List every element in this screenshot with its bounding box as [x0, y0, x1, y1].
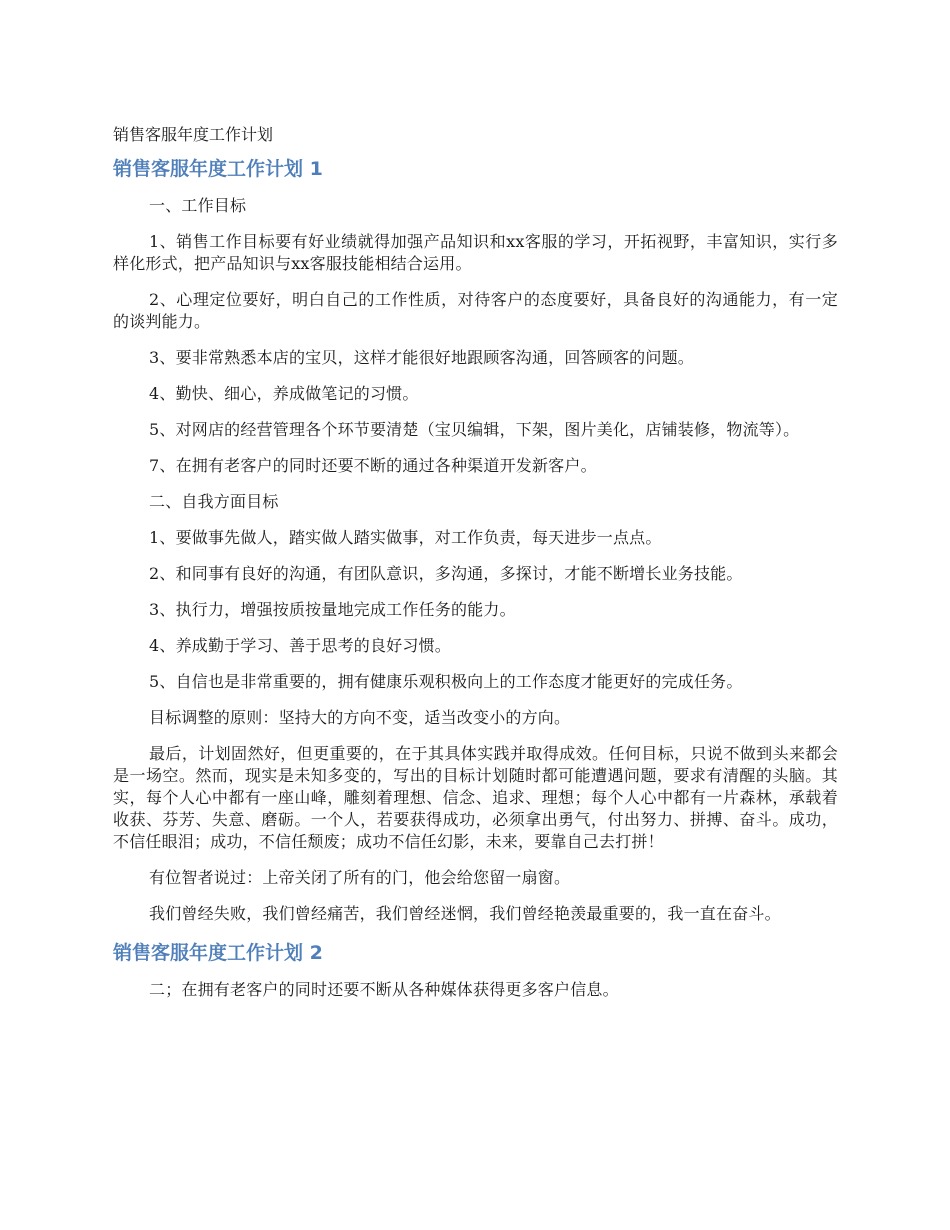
- paragraph: 5、自信也是非常重要的，拥有健康乐观积极向上的工作态度才能更好的完成任务。: [149, 672, 743, 691]
- paragraph: 7、在拥有老客户的同时还要不断的通过各种渠道开发新客户。: [149, 456, 597, 475]
- paragraph: 二；在拥有老客户的同时还要不断从各种媒体获得更多客户信息。: [149, 980, 619, 999]
- document-title: 销售客服年度工作计划: [113, 125, 274, 144]
- paragraph: 3、要非常熟悉本店的宝贝，这样才能很好地跟顾客沟通，回答顾客的问题。: [149, 348, 694, 367]
- paragraph: 2、和同事有良好的沟通，有团队意识，多沟通，多探讨，才能不断增长业务技能。: [149, 564, 743, 583]
- paragraph: 2、心理定位要好，明白自己的工作性质，对待客户的态度要好，具备良好的沟通能力，有一定的谈判能力。: [113, 290, 838, 331]
- paragraph: 一、工作目标: [149, 196, 247, 215]
- paragraph: 我们曾经失败，我们曾经痛苦，我们曾经迷惘，我们曾经艳羡最重要的，我一直在奋斗。: [149, 904, 781, 923]
- document-page: [113, 121, 838, 1015]
- paragraph: 3、执行力，增强按质按量地完成工作任务的能力。: [149, 600, 516, 619]
- paragraph: 4、勤快、细心，养成做笔记的习惯。: [149, 384, 419, 403]
- paragraph: 最后，计划固然好，但更重要的，在于其具体实践并取得成效。任何目标，只说不做到头来都会是一场空。然而，现实是未知多变的，写出的目标计划随时都可能遭遇问题，要求有清醒的头脑。其实，每个人心中都有一座山峰，雕刻着理想、信念、追求、理想；每个人心中都有一片森林，承载着收获、芬芳、失意、磨砺。一个人，若要获得成功，必须拿出勇气，付出努力、拼搏、奋斗。成功，不信任眼泪；成功，不信任颓废；成功不信任幻影，未来，要靠自己去打拼！: [113, 744, 838, 851]
- section-heading: 销售客服年度工作计划 1: [113, 158, 323, 180]
- paragraph: 目标调整的原则：坚持大的方向不变，适当改变小的方向。: [149, 708, 571, 727]
- paragraph: 4、养成勤于学习、善于思考的良好习惯。: [149, 636, 451, 655]
- paragraph: 二、自我方面目标: [149, 492, 279, 511]
- paragraph: 5、对网店的经营管理各个环节要清楚（宝贝编辑，下架，图片美化，店铺装修，物流等）。: [149, 420, 800, 439]
- section-heading: 销售客服年度工作计划 2: [113, 942, 323, 964]
- paragraph: 有位智者说过：上帝关闭了所有的门，他会给您留一扇窗。: [149, 868, 571, 887]
- paragraph: 1、要做事先做人，踏实做人踏实做事，对工作负责，每天进步一点点。: [149, 528, 662, 547]
- paragraph: 1、销售工作目标要有好业绩就得加强产品知识和xx客服的学习，开拓视野，丰富知识，实行多样化形式，把产品知识与xx客服技能相结合运用。: [113, 232, 838, 273]
- section-1: [113, 155, 838, 925]
- section-2: [113, 939, 838, 1001]
